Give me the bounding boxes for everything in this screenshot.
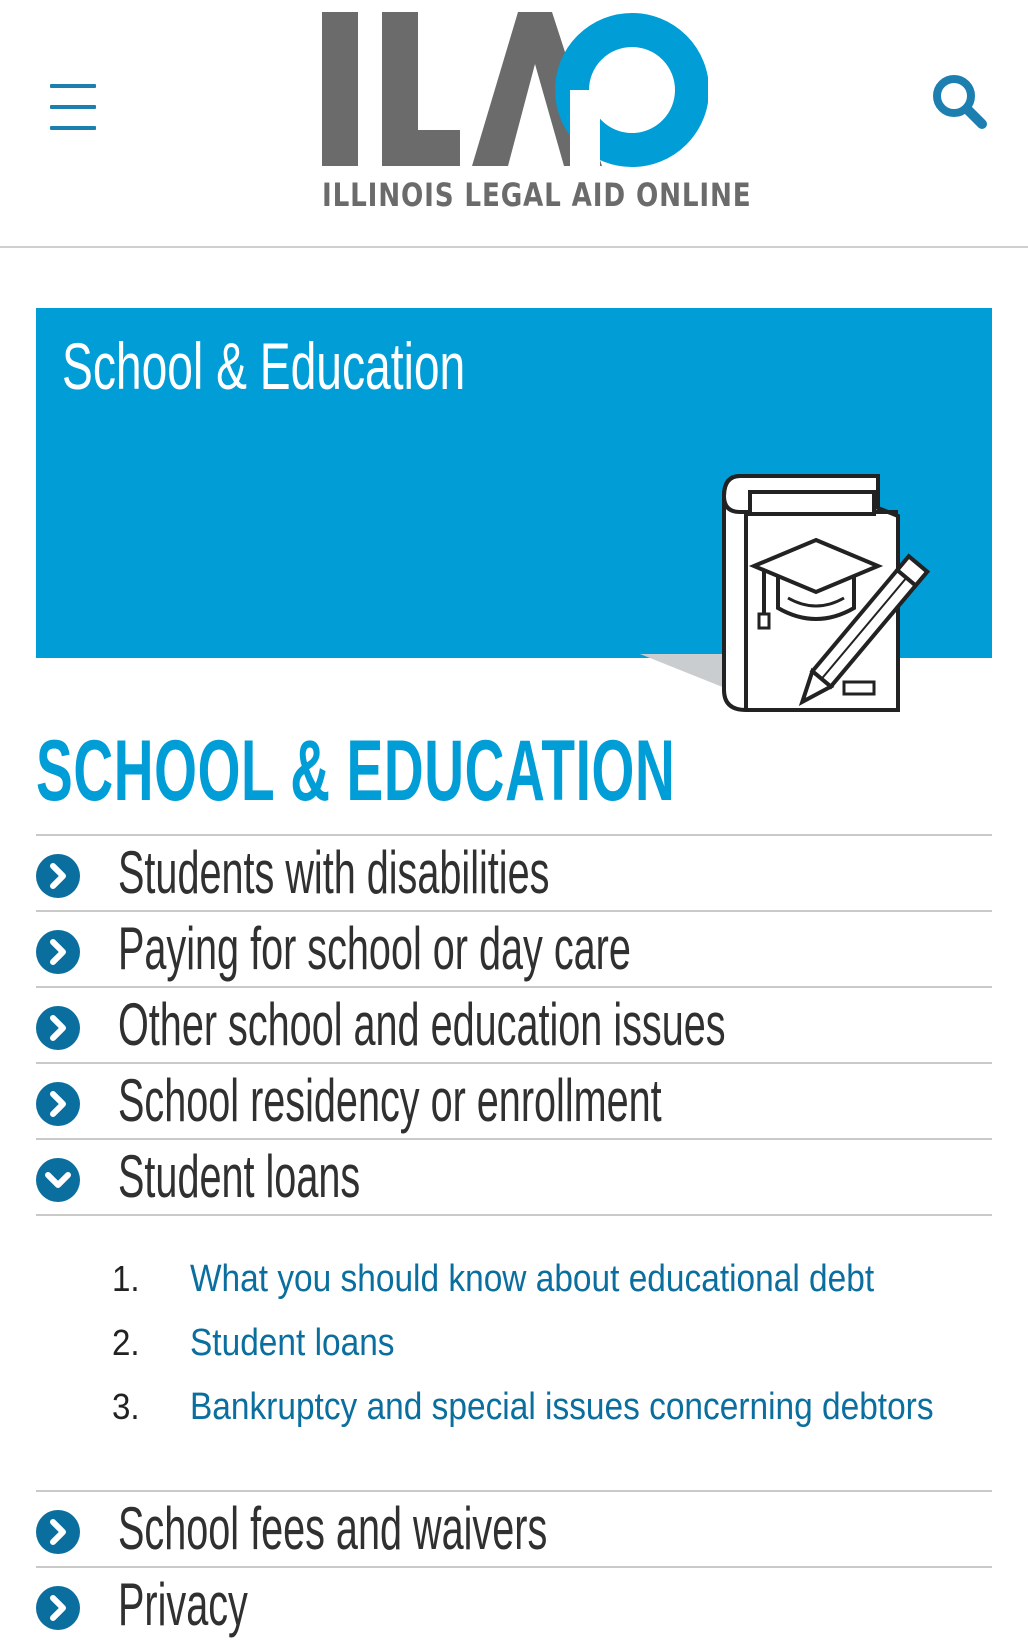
logo-tagline: ILLINOIS LEGAL AID ONLINE [322, 176, 752, 214]
resource-link[interactable]: Student loans [190, 1322, 395, 1364]
list-item [36, 1316, 992, 1366]
chevron-right-icon [36, 854, 80, 898]
search-icon-graphic [930, 72, 990, 132]
topic-accordion [36, 834, 992, 1642]
site-header [0, 0, 1028, 248]
topic-row-student-loans[interactable] [36, 1138, 992, 1214]
chevron-right-icon [36, 1510, 80, 1554]
topic-row-school-residency[interactable] [36, 1062, 992, 1138]
ilao-logo-mark [322, 8, 708, 178]
hamburger-menu-icon[interactable] [50, 84, 98, 130]
topic-row-privacy[interactable] [36, 1566, 992, 1642]
topic-label: Student loans [118, 1143, 361, 1210]
list-item [36, 1252, 992, 1302]
banner-title: School & Education [62, 329, 466, 403]
topic-label: Privacy [118, 1571, 248, 1638]
list-number: 2. [112, 1322, 140, 1363]
list-number: 1. [112, 1258, 140, 1299]
book-graduation-cap-icon [718, 468, 972, 720]
ilao-logo[interactable] [322, 8, 752, 214]
topic-row-students-with-disabilities[interactable] [36, 834, 992, 910]
topic-row-school-fees[interactable] [36, 1490, 992, 1566]
resource-link[interactable]: Bankruptcy and special issues concerning debtors [190, 1386, 934, 1428]
list-number: 3. [112, 1386, 140, 1427]
topic-label: Students with disabilities [118, 839, 550, 906]
topic-label: School fees and waivers [118, 1495, 548, 1562]
chevron-right-icon [36, 1586, 80, 1630]
chevron-right-icon [36, 1006, 80, 1050]
student-loans-resource-list [36, 1214, 992, 1490]
chevron-right-icon [36, 930, 80, 974]
page-title: SCHOOL & EDUCATION [36, 723, 676, 819]
topic-row-other-school-issues[interactable] [36, 986, 992, 1062]
book-graduation-cap-illustration [718, 468, 972, 720]
topic-label: Paying for school or day care [118, 915, 631, 982]
topic-row-paying-for-school[interactable] [36, 910, 992, 986]
chevron-down-icon [36, 1158, 80, 1202]
menu-bar [50, 105, 96, 109]
topic-label: Other school and education issues [118, 991, 726, 1058]
list-item [36, 1380, 992, 1430]
chevron-right-icon [36, 1082, 80, 1126]
search-icon[interactable] [930, 72, 990, 132]
resource-link[interactable]: What you should know about educational debt [190, 1258, 875, 1300]
menu-bar [50, 126, 96, 130]
topic-label: School residency or enrollment [118, 1067, 662, 1134]
menu-bar [50, 84, 96, 88]
